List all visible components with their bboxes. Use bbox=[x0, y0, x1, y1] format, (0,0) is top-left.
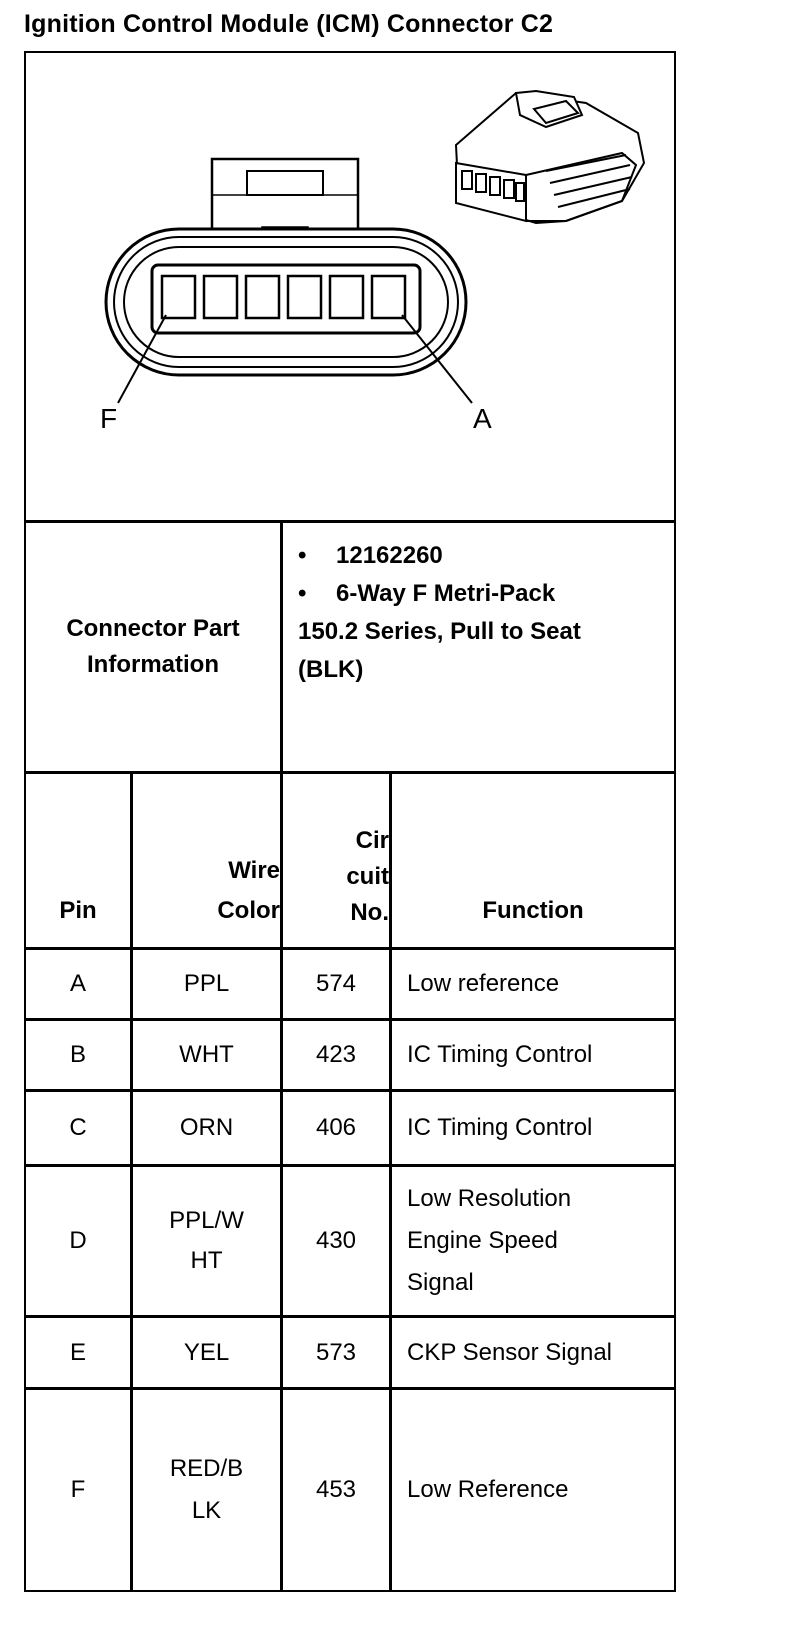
header-line: Color bbox=[217, 897, 280, 924]
header-function: Function bbox=[482, 897, 584, 924]
bullet-icon: • bbox=[298, 580, 307, 607]
part-info-label bbox=[26, 523, 280, 771]
part-series: 150.2 Series, Pull to Seat bbox=[298, 618, 581, 645]
cavity-e bbox=[204, 276, 237, 318]
function-line: Low Resolution bbox=[407, 1185, 572, 1212]
part-info-label-line: Connector Part bbox=[66, 615, 240, 642]
cavity-a bbox=[372, 276, 405, 318]
circuit-cell: 574 bbox=[315, 970, 357, 997]
pin-cell: F bbox=[70, 1476, 86, 1503]
pin-label-a: A bbox=[473, 403, 492, 434]
circuit-cell: 453 bbox=[315, 1476, 357, 1503]
pin-cell: C bbox=[69, 1114, 87, 1141]
part-number: 12162260 bbox=[336, 542, 443, 569]
cavity-b bbox=[330, 276, 363, 318]
page-title: Ignition Control Module (ICM) Connector C2 bbox=[24, 10, 554, 38]
function-cell: Low reference bbox=[407, 970, 560, 997]
circuit-cell: 406 bbox=[315, 1114, 357, 1141]
pin-cell: A bbox=[69, 970, 86, 997]
function-line: Engine Speed bbox=[407, 1227, 558, 1254]
circuit-cell: 573 bbox=[315, 1338, 357, 1366]
header-line: cuit bbox=[346, 863, 389, 890]
wire-line: RED/B bbox=[169, 1455, 244, 1482]
wire-cell: ORN bbox=[179, 1114, 234, 1141]
connector-table bbox=[24, 51, 676, 1592]
function-cell: Low Reference bbox=[407, 1476, 569, 1503]
wire-line: LK bbox=[191, 1497, 222, 1524]
function-cell bbox=[392, 1167, 674, 1315]
header-wire-color bbox=[133, 774, 280, 949]
header-line: No. bbox=[350, 899, 389, 926]
function-cell: IC Timing Control bbox=[407, 1041, 593, 1068]
pin-cell: E bbox=[69, 1338, 86, 1366]
wire-line: PPL/W bbox=[169, 1207, 244, 1234]
connector-diagram bbox=[26, 53, 674, 521]
connector-perspective-icon bbox=[456, 91, 644, 223]
function-line: Signal bbox=[407, 1269, 474, 1296]
function-cell: CKP Sensor Signal bbox=[407, 1338, 613, 1366]
cavity-f bbox=[162, 276, 195, 318]
circuit-cell: 430 bbox=[315, 1227, 357, 1254]
wire-cell: PPL bbox=[183, 970, 230, 997]
divider bbox=[280, 520, 283, 771]
pin-cell: D bbox=[69, 1227, 87, 1254]
wire-line: HT bbox=[190, 1247, 223, 1274]
bullet-icon: • bbox=[298, 542, 307, 569]
header-line: Cir bbox=[355, 827, 389, 854]
wire-cell bbox=[133, 1390, 280, 1590]
part-info-label-line: Information bbox=[87, 651, 219, 678]
header-circuit bbox=[283, 774, 389, 949]
pin-cell: B bbox=[69, 1041, 86, 1068]
connector-face-icon bbox=[26, 53, 674, 521]
part-color: (BLK) bbox=[298, 656, 364, 683]
wire-cell bbox=[133, 1167, 280, 1315]
cavity-c bbox=[288, 276, 321, 318]
header-line: Wire bbox=[228, 857, 280, 884]
part-type: 6-Way F Metri-Pack bbox=[336, 580, 556, 607]
wire-cell: WHT bbox=[179, 1041, 234, 1068]
circuit-cell: 423 bbox=[315, 1041, 357, 1068]
function-cell: IC Timing Control bbox=[407, 1114, 593, 1141]
pin-label-f: F bbox=[100, 403, 118, 434]
header-pin: Pin bbox=[59, 897, 97, 924]
cavity-d bbox=[246, 276, 279, 318]
part-info-value bbox=[298, 537, 668, 689]
wire-cell: YEL bbox=[183, 1338, 230, 1366]
